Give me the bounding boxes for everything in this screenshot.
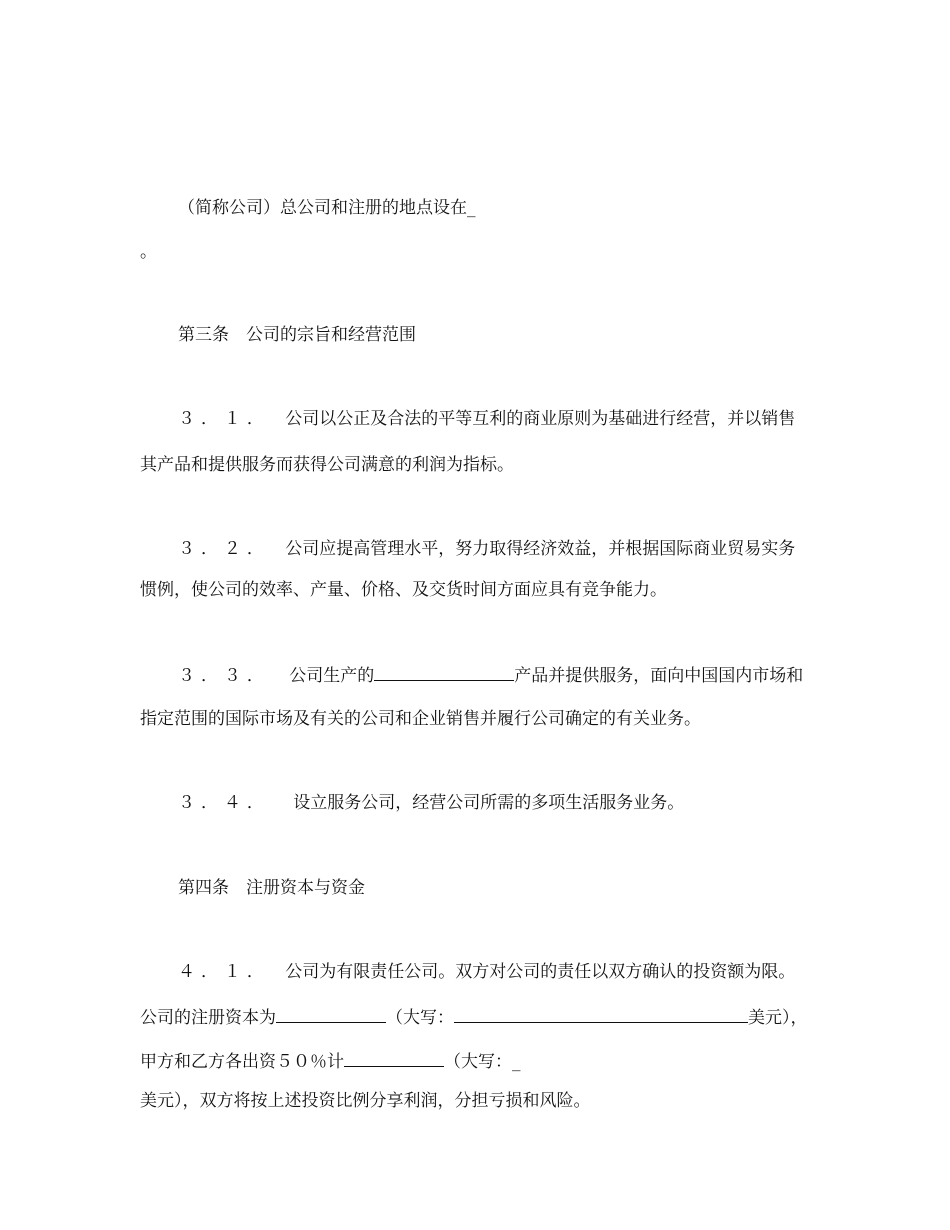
clause-3-3-line1 (178, 662, 803, 688)
clause-3-1-line1 (178, 407, 795, 431)
clause-text: （大写：_ (444, 1052, 521, 1072)
clause-number: ３．１． (178, 409, 270, 429)
clause-number: ３．２． (178, 539, 270, 559)
clause-4-1-line4: 美元），双方将按上述投资比例分享利润，分担亏损和风险。 (140, 1091, 591, 1111)
fill-in-blank (344, 1048, 444, 1067)
clause-text: 公司生产的 (289, 666, 375, 686)
clause-4-1-line2 (140, 1004, 808, 1030)
clause-text: 公司以公正及合法的平等互利的商业原则为基础进行经营，并以销售 (285, 409, 796, 429)
clause-3-3-line2: 指定范围的国际市场及有关的公司和企业销售并履行公司确定的有关业务。 (140, 709, 701, 729)
clause-3-1-line2: 其产品和提供服务而获得公司满意的利润为指标。 (140, 455, 514, 475)
clause-number: ３．４． (178, 793, 270, 813)
clause-text: 公司的注册资本为 (140, 1008, 276, 1028)
fill-in-blank (454, 1004, 748, 1023)
clause-text: 产品并提供服务，面向中国国内市场和 (514, 666, 804, 686)
clause-text: （大写： (386, 1008, 454, 1028)
clause-3-2-line1 (178, 537, 795, 561)
fill-in-blank (374, 662, 514, 681)
article-4-heading: 第四条 注册资本与资金 (178, 878, 365, 898)
article-3-heading: 第三条 公司的宗旨和经营范围 (178, 325, 416, 345)
clause-4-1-line3 (140, 1048, 521, 1074)
clause-text: 甲方和乙方各出资５０％计 (140, 1052, 344, 1072)
clause-3-4-line1 (178, 791, 684, 815)
fill-in-blank (276, 1004, 386, 1023)
clause-3-2-line2: 惯例，使公司的效率、产量、价格、及交货时间方面应具有竞争能力。 (140, 580, 667, 600)
clause-number: ４．１． (178, 962, 270, 982)
text-line: （简称公司）总公司和注册的地点设在_ (178, 198, 476, 218)
clause-text: 设立服务公司，经营公司所需的多项生活服务业务。 (293, 793, 685, 813)
clause-text: 美元）， (748, 1008, 808, 1028)
clause-number: ３．３． (178, 666, 270, 686)
clause-text: 公司应提高管理水平，努力取得经济效益，并根据国际商业贸易实务 (285, 539, 796, 559)
text-line: 。 (140, 242, 157, 262)
clause-4-1-line1 (178, 960, 795, 984)
clause-text: 公司为有限责任公司。双方对公司的责任以双方确认的投资额为限。 (285, 962, 796, 982)
